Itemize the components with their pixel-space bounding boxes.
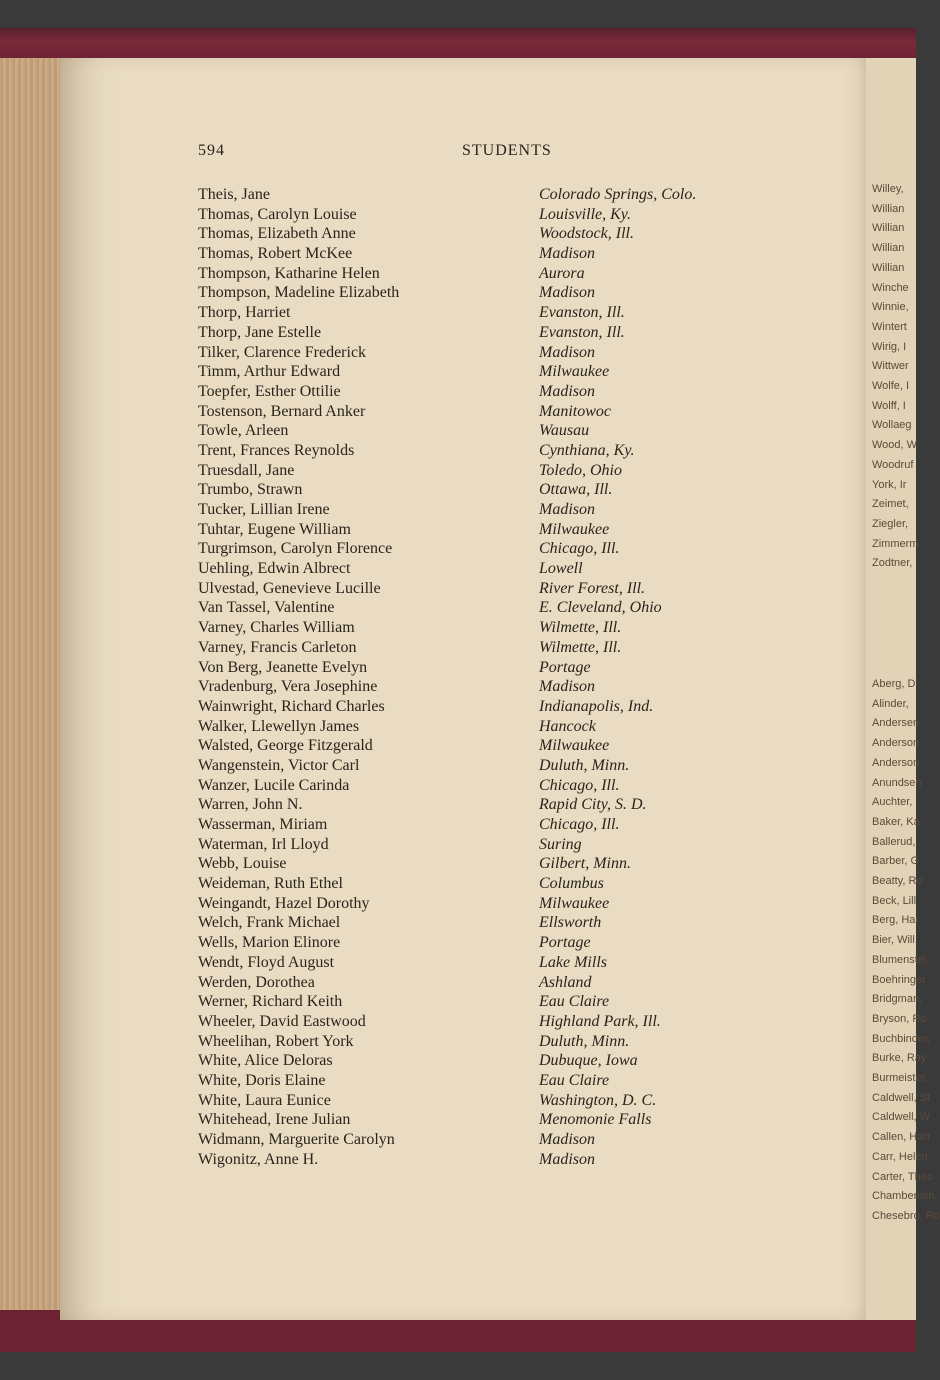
student-name: Thorp, Harriet: [198, 304, 291, 322]
next-page-text-fragment: Wirig, I: [872, 340, 907, 353]
student-name: Thomas, Carolyn Louise: [198, 205, 357, 223]
next-page-text-fragment: York, Ir: [872, 478, 907, 491]
running-head: STUDENTS: [462, 142, 552, 159]
student-hometown: Woodstock, Ill.: [539, 225, 634, 243]
student-entry: [198, 480, 778, 500]
student-name: Varney, Charles William: [198, 619, 355, 637]
next-page-text-fragment: Woodruf: [872, 458, 914, 471]
student-entry: [198, 224, 778, 244]
student-hometown: Portage: [539, 934, 591, 952]
student-hometown: Eau Claire: [539, 993, 610, 1011]
next-page-text-fragment: Burmeister,: [872, 1072, 928, 1084]
next-page-text-fragment: Caldwell, St: [872, 1091, 931, 1104]
student-entry: [198, 992, 778, 1012]
student-entry: [198, 638, 778, 658]
student-entry: [198, 854, 778, 874]
student-entry: [198, 579, 778, 599]
student-name: Wainwright, Richard Charles: [198, 697, 385, 715]
student-name: Wheelihan, Robert York: [198, 1032, 354, 1050]
student-name: Turgrimson, Carolyn Florence: [198, 540, 393, 558]
next-page-text-fragment: Willey,: [872, 183, 904, 195]
student-entry: [198, 559, 778, 579]
student-name: Wheeler, David Eastwood: [198, 1012, 366, 1030]
student-hometown: Suring: [539, 835, 582, 853]
student-name: Vradenburg, Vera Josephine: [198, 678, 378, 696]
student-name: Towle, Arleen: [198, 422, 289, 440]
student-entry: [198, 244, 778, 264]
next-page-text-fragment: Carr, Helen: [872, 1150, 928, 1163]
student-hometown: Aurora: [539, 264, 585, 282]
student-name: Wells, Marion Elinore: [198, 934, 341, 952]
student-entry: [198, 1032, 778, 1052]
student-entry: [198, 874, 778, 894]
next-page-edge: [866, 58, 940, 1320]
student-entry: [198, 539, 778, 559]
next-page-text-fragment: Alinder,: [872, 697, 909, 710]
next-page-text-fragment: Chesebro, Ro: [872, 1209, 940, 1222]
student-name: Van Tassel, Valentine: [198, 599, 335, 617]
student-entry: [198, 894, 778, 914]
next-page-text-fragment: Barber, G: [872, 855, 920, 868]
next-page-text-fragment: Zeimet,: [872, 498, 909, 511]
student-hometown: Ottawa, Ill.: [539, 481, 613, 499]
student-hometown: Madison: [539, 284, 595, 302]
student-entry: [198, 677, 778, 697]
page-number: 594: [198, 142, 225, 159]
student-name: Trumbo, Strawn: [198, 481, 303, 499]
next-page-text-fragment: Bryson, Ro: [872, 1012, 927, 1025]
student-name: Wanzer, Lucile Carinda: [198, 776, 350, 794]
student-list: [198, 185, 778, 1169]
student-hometown: Madison: [539, 382, 595, 400]
student-name: Werden, Dorothea: [198, 973, 315, 991]
student-hometown: Chicago, Ill.: [539, 776, 620, 794]
student-hometown: Columbus: [539, 875, 604, 893]
next-page-text-fragment: Carter, Theo: [872, 1170, 933, 1183]
student-entry: [198, 973, 778, 993]
student-entry: [198, 382, 778, 402]
student-name: Walsted, George Fitzgerald: [198, 737, 373, 755]
next-page-text-fragment: Wollaeg: [872, 419, 912, 432]
student-hometown: Hancock: [539, 717, 596, 735]
student-entry: [198, 1012, 778, 1032]
student-name: Theis, Jane: [198, 186, 270, 203]
student-name: Thompson, Madeline Elizabeth: [198, 284, 400, 302]
student-hometown: Duluth, Minn.: [539, 756, 630, 774]
student-entry: [198, 717, 778, 737]
student-hometown: Duluth, Minn.: [539, 1032, 630, 1050]
student-entry: [198, 520, 778, 540]
student-name: Thomas, Elizabeth Anne: [198, 225, 356, 243]
student-entry: [198, 1110, 778, 1130]
student-name: Weideman, Ruth Ethel: [198, 875, 343, 893]
student-entry: [198, 461, 778, 481]
student-entry: [198, 185, 778, 205]
student-entry: [198, 618, 778, 638]
student-hometown: River Forest, Ill.: [539, 579, 646, 597]
student-entry: [198, 205, 778, 225]
student-name: White, Doris Elaine: [198, 1071, 326, 1089]
next-page-text-fragment: Wolfe, I: [872, 380, 910, 392]
student-hometown: Madison: [539, 245, 595, 263]
next-page-text-fragment: Winche: [872, 281, 909, 294]
student-name: Wendt, Floyd August: [198, 953, 335, 971]
student-hometown: Indianapolis, Ind.: [539, 697, 654, 715]
student-name: Timm, Arthur Edward: [198, 363, 341, 381]
student-entry: [198, 402, 778, 422]
student-hometown: Milwaukee: [539, 363, 610, 381]
student-hometown: Milwaukee: [539, 894, 610, 912]
next-page-text-fragment: Auchter,: [872, 796, 913, 809]
student-hometown: Colorado Springs, Colo.: [539, 186, 697, 203]
student-name: Whitehead, Irene Julian: [198, 1111, 351, 1129]
student-entry: [198, 658, 778, 678]
student-name: Tostenson, Bernard Anker: [198, 402, 366, 420]
student-entry: [198, 1071, 778, 1091]
student-name: Werner, Richard Keith: [198, 993, 343, 1011]
next-page-text-fragment: Anderson: [872, 737, 920, 750]
student-hometown: Ashland: [539, 973, 592, 991]
next-page-text-fragment: Bier, Will: [872, 934, 915, 947]
student-name: Trent, Frances Reynolds: [198, 441, 355, 459]
next-page-text-fragment: Boehringer: [872, 973, 926, 986]
student-entry: [198, 933, 778, 953]
student-hometown: Madison: [539, 501, 595, 518]
next-page-text-fragment: Bridgman,: [872, 993, 923, 1006]
student-hometown: Wilmette, Ill.: [539, 638, 622, 656]
next-page-text-fragment: Zodtner,: [872, 557, 913, 570]
student-hometown: Madison: [539, 1150, 595, 1168]
student-name: Weingandt, Hazel Dorothy: [198, 894, 370, 912]
student-name: Thomas, Robert McKee: [198, 245, 353, 263]
student-entry: [198, 1130, 778, 1150]
student-hometown: Evanston, Ill.: [539, 304, 625, 322]
student-entry: [198, 421, 778, 441]
student-entry: [198, 500, 778, 520]
student-entry: [198, 264, 778, 284]
student-entry: [198, 913, 778, 933]
student-hometown: Chicago, Ill.: [539, 540, 620, 558]
student-name: Tilker, Clarence Frederick: [198, 343, 367, 361]
student-entry: [198, 776, 778, 796]
student-hometown: Wilmette, Ill.: [539, 619, 622, 637]
next-page-text-fragment: Blumenstei: [872, 953, 927, 966]
student-hometown: Madison: [539, 678, 595, 696]
student-hometown: Portage: [539, 658, 591, 676]
student-name: Toepfer, Esther Ottilie: [198, 382, 341, 400]
student-entry: [198, 953, 778, 973]
student-hometown: Lake Mills: [539, 953, 607, 971]
next-page-text-fragment: Willian: [872, 261, 905, 274]
student-entry: [198, 1051, 778, 1071]
student-name: Truesdall, Jane: [198, 461, 295, 479]
student-name: Tucker, Lillian Irene: [198, 501, 330, 518]
student-name: Wasserman, Miriam: [198, 816, 328, 833]
next-page-text-fragment: Anderson: [872, 756, 920, 769]
next-page-text-fragment: Zimmerm: [872, 537, 919, 550]
student-name: Thompson, Katharine Helen: [198, 264, 380, 282]
next-page-text-fragment: Wintert: [872, 320, 907, 333]
student-entry: [198, 1150, 778, 1170]
next-page-text-fragment: Wittwer: [872, 360, 909, 373]
page-header: [198, 142, 758, 162]
student-hometown: Gilbert, Minn.: [539, 855, 631, 873]
student-hometown: Cynthiana, Ky.: [539, 441, 635, 459]
student-name: Waterman, Irl Lloyd: [198, 835, 329, 853]
next-page-text-fragment: Andersen: [872, 717, 920, 730]
student-entry: [198, 736, 778, 756]
student-entry: [198, 441, 778, 461]
student-name: Warren, John N.: [198, 796, 303, 814]
student-name: Wigonitz, Anne H.: [198, 1150, 319, 1168]
next-page-text-fragment: Callen, Harr: [872, 1131, 931, 1144]
next-page-text-fragment: Aberg, D: [872, 678, 916, 690]
student-entry: [198, 323, 778, 343]
student-name: Varney, Francis Carleton: [198, 638, 357, 656]
student-hometown: Menomonie Falls: [539, 1111, 652, 1129]
student-hometown: Washington, D. C.: [539, 1091, 657, 1109]
next-page-text-fragment: Ballerud,: [872, 835, 916, 848]
next-page-text-fragment: Chamberlain,: [872, 1190, 938, 1203]
student-hometown: Milwaukee: [539, 737, 610, 755]
student-name: Widmann, Marguerite Carolyn: [198, 1131, 395, 1148]
student-hometown: Evanston, Ill.: [539, 323, 625, 341]
student-entry: [198, 815, 778, 835]
student-name: Webb, Louise: [198, 855, 287, 873]
student-hometown: Rapid City, S. D.: [539, 796, 647, 814]
next-page-text-fragment: Willian: [872, 222, 905, 235]
student-hometown: E. Cleveland, Ohio: [539, 599, 662, 617]
student-hometown: Madison: [539, 343, 595, 361]
student-name: Ulvestad, Genevieve Lucille: [198, 579, 381, 597]
student-name: Wangenstein, Victor Carl: [198, 756, 360, 774]
next-page-text-fragment: Caldwell, W: [872, 1111, 931, 1124]
student-name: Welch, Frank Michael: [198, 914, 341, 932]
student-name: White, Alice Deloras: [198, 1052, 333, 1070]
student-hometown: Wausau: [539, 422, 590, 440]
student-entry: [198, 756, 778, 776]
student-entry: [198, 283, 778, 303]
student-hometown: Lowell: [539, 560, 583, 578]
next-page-text-fragment: Beatty, Ro: [872, 875, 923, 887]
student-entry: [198, 1091, 778, 1111]
book-binding-top: [0, 28, 916, 62]
next-page-text-fragment: Baker, Ka: [872, 815, 920, 828]
student-name: Walker, Llewellyn James: [198, 717, 360, 735]
student-name: Thorp, Jane Estelle: [198, 323, 322, 341]
next-page-text-fragment: Wood, W: [872, 439, 918, 452]
student-name: White, Laura Eunice: [198, 1091, 331, 1109]
next-page-text-fragment: Burke, Ray: [872, 1052, 927, 1065]
student-name: Uehling, Edwin Albrect: [198, 560, 351, 578]
next-page-text-fragment: Berg, Har: [872, 914, 920, 927]
student-entry: [198, 303, 778, 323]
next-page-text-fragment: Beck, Lill: [872, 894, 917, 907]
student-hometown: Highland Park, Ill.: [539, 1012, 661, 1030]
next-page-text-fragment: Willian: [872, 202, 905, 215]
student-hometown: Manitowoc: [539, 402, 611, 420]
next-page-text-fragment: Buchbinder,: [872, 1032, 931, 1045]
student-entry: [198, 343, 778, 363]
student-entry: [198, 835, 778, 855]
student-hometown: Toledo, Ohio: [539, 461, 622, 479]
student-name: Von Berg, Jeanette Evelyn: [198, 658, 368, 676]
student-entry: [198, 697, 778, 717]
student-name: Tuhtar, Eugene William: [198, 520, 351, 538]
next-page-text-fragment: Anundsen: [872, 776, 922, 789]
student-hometown: Milwaukee: [539, 520, 610, 538]
student-hometown: Eau Claire: [539, 1071, 610, 1089]
student-entry: [198, 598, 778, 618]
next-page-text-fragment: Winnie,: [872, 301, 909, 314]
student-entry: [198, 362, 778, 382]
student-hometown: Chicago, Ill.: [539, 816, 620, 833]
student-hometown: Dubuque, Iowa: [539, 1052, 638, 1070]
next-page-text-fragment: Willian: [872, 242, 905, 255]
student-hometown: Louisville, Ky.: [539, 205, 631, 223]
student-entry: [198, 795, 778, 815]
student-hometown: Ellsworth: [539, 914, 602, 932]
next-page-text-fragment: Ziegler,: [872, 517, 909, 530]
next-page-text-fragment: Wolff, I: [872, 399, 906, 412]
student-hometown: Madison: [539, 1131, 595, 1148]
